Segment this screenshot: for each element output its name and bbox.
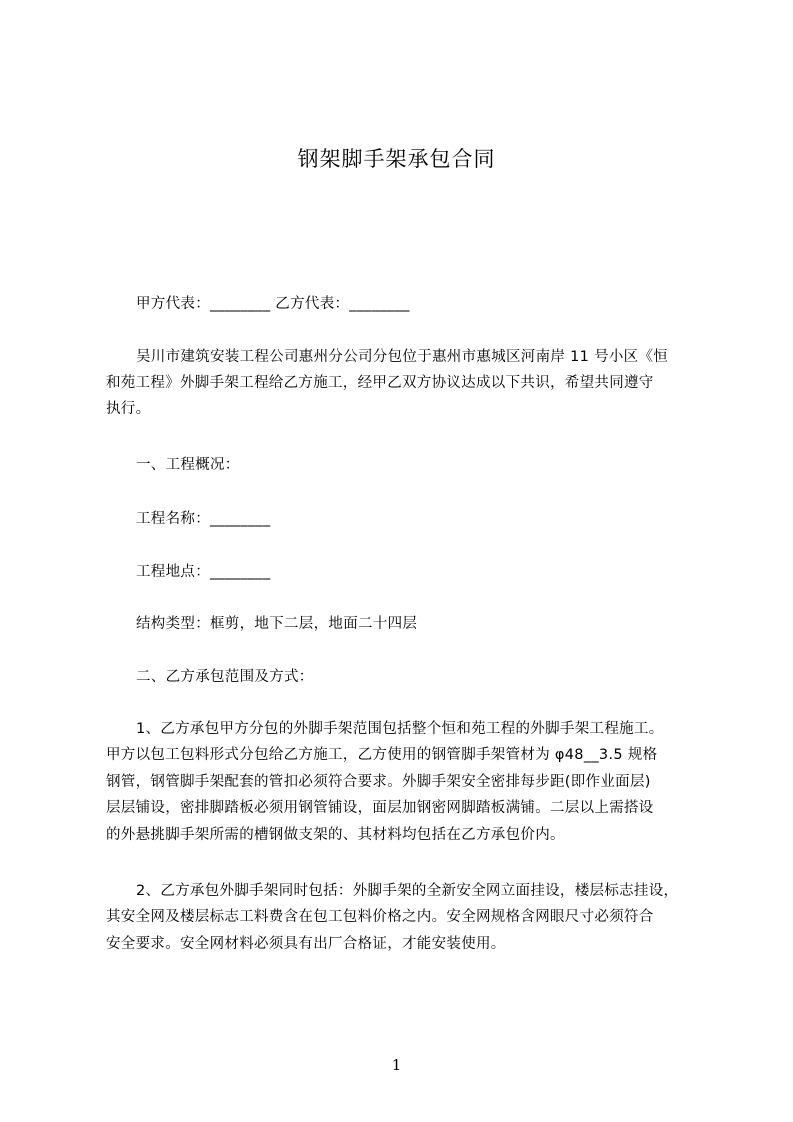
structure-type-line: 结构类型：框剪，地下二层，地面二十四层 — [136, 616, 418, 632]
item1-line-5: 的外悬挑脚手架所需的槽钢做支架的、其材料均包括在乙方承包价内。 — [106, 827, 565, 843]
section2-heading: 二、乙方承包范围及方式： — [136, 669, 314, 685]
item1-line-2: 甲方以包工包料形式分包给乙方施工，乙方使用的钢管脚手架管材为 φ48__3.5 规格 — [106, 747, 658, 763]
item1-line-3: 钢管，钢管脚手架配套的管扣必须符合要求。外脚手架安全密排每步距(即作业面层) — [106, 774, 651, 790]
item1-line-1: 1、乙方承包甲方分包的外脚手架范围包括整个恒和苑工程的外脚手架工程施工。 — [136, 721, 664, 737]
intro-line-1: 吴川市建筑安装工程公司惠州分公司分包位于惠州市惠城区河南岸 11 号小区《恒 — [136, 349, 669, 365]
item1-line-4: 层层铺设，密排脚踏板必须用钢管铺设，面层加钢密网脚踏板满铺。二层以上需搭设 — [106, 800, 654, 816]
section1-heading: 一、工程概况： — [136, 457, 240, 473]
intro-line-3: 执行。 — [106, 401, 151, 417]
page-number: 1 — [391, 1056, 402, 1074]
document-title: 钢架脚手架承包合同 — [297, 147, 496, 171]
item2-line-2: 其安全网及楼层标志工料费含在包工包料价格之内。安全网规格含网眼尺寸必须符合 — [106, 909, 654, 925]
intro-line-2: 和苑工程》外脚手架工程给乙方施工，经甲乙双方协议达成以下共识，希望共同遵守 — [106, 375, 654, 391]
item2-line-3: 安全要求。安全网材料必须具有出厂合格证，才能安装使用。 — [106, 936, 506, 952]
item2-line-1: 2、乙方承包外脚手架同时包括：外脚手架的全新安全网立面挂设，楼层标志挂设， — [136, 883, 679, 899]
project-location-line: 工程地点：________ — [136, 564, 271, 580]
parties-line: 甲方代表：________ 乙方代表：________ — [136, 296, 410, 312]
project-name-line: 工程名称：________ — [136, 511, 271, 527]
